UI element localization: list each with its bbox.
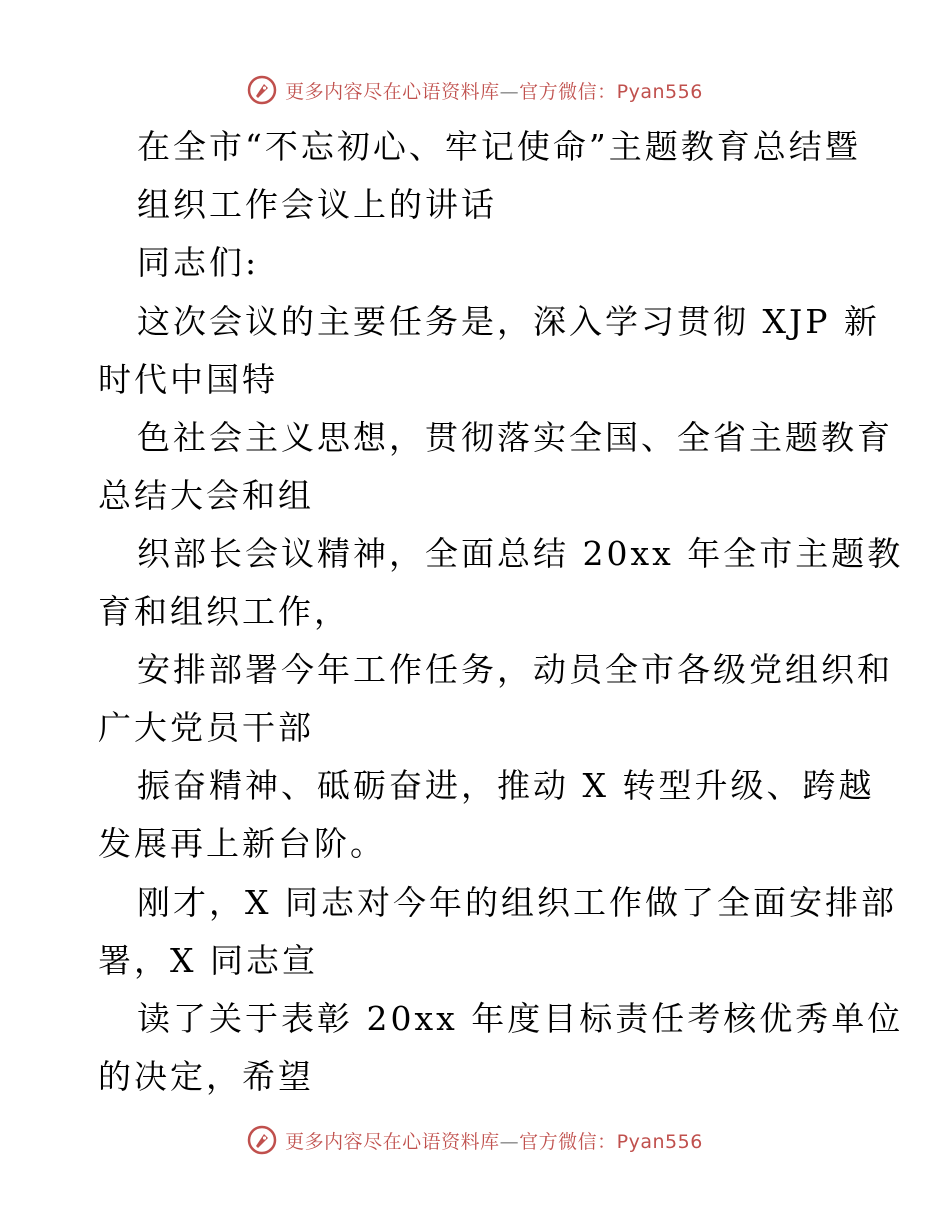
paragraph-line: 时代中国特 [98,360,278,399]
paragraph-line: 总结大会和组 [98,476,314,515]
paragraph-line: 色社会主义思想，贯彻落实全国、全省主题教育 [137,418,893,457]
paragraph-line: 署，X 同志宣 [98,941,318,980]
paragraph-line: 安排部署今年工作任务，动员全市各级党组织和 [137,650,893,689]
paragraph-line: 刚才，X 同志对今年的组织工作做了全面安排部 [137,883,897,922]
paragraph-line: 育和组织工作， [98,592,350,631]
watermark-banner-bottom [0,1120,950,1160]
paragraph-line: 的决定，希望 [98,1057,314,1096]
paragraph-line: 发展再上新台阶。 [98,824,386,863]
title-line-2: 组织工作会议上的讲话 [137,185,497,224]
paragraph-line: 振奋精神、砥砺奋进，推动 X 转型升级、跨越 [137,766,875,805]
salutation: 同志们: [137,243,260,282]
paragraph-line: 广大党员干部 [98,708,314,747]
paragraph-line: 织部长会议精神，全面总结 20xx 年全市主题教 [137,534,904,573]
paragraph-line: 读了关于表彰 20xx 年度目标责任考核优秀单位 [137,999,904,1038]
title-line-1: 在全市“不忘初心、牢记使命”主题教育总结暨 [137,127,861,166]
watermark-text: 更多内容尽在心语资料库—官方微信：Pyan556 [285,80,703,103]
pen-nib-logo-icon [247,1125,277,1155]
watermark-text: 更多内容尽在心语资料库—官方微信：Pyan556 [285,1130,703,1153]
paragraph-line: 这次会议的主要任务是，深入学习贯彻 XJP 新 [137,302,880,341]
